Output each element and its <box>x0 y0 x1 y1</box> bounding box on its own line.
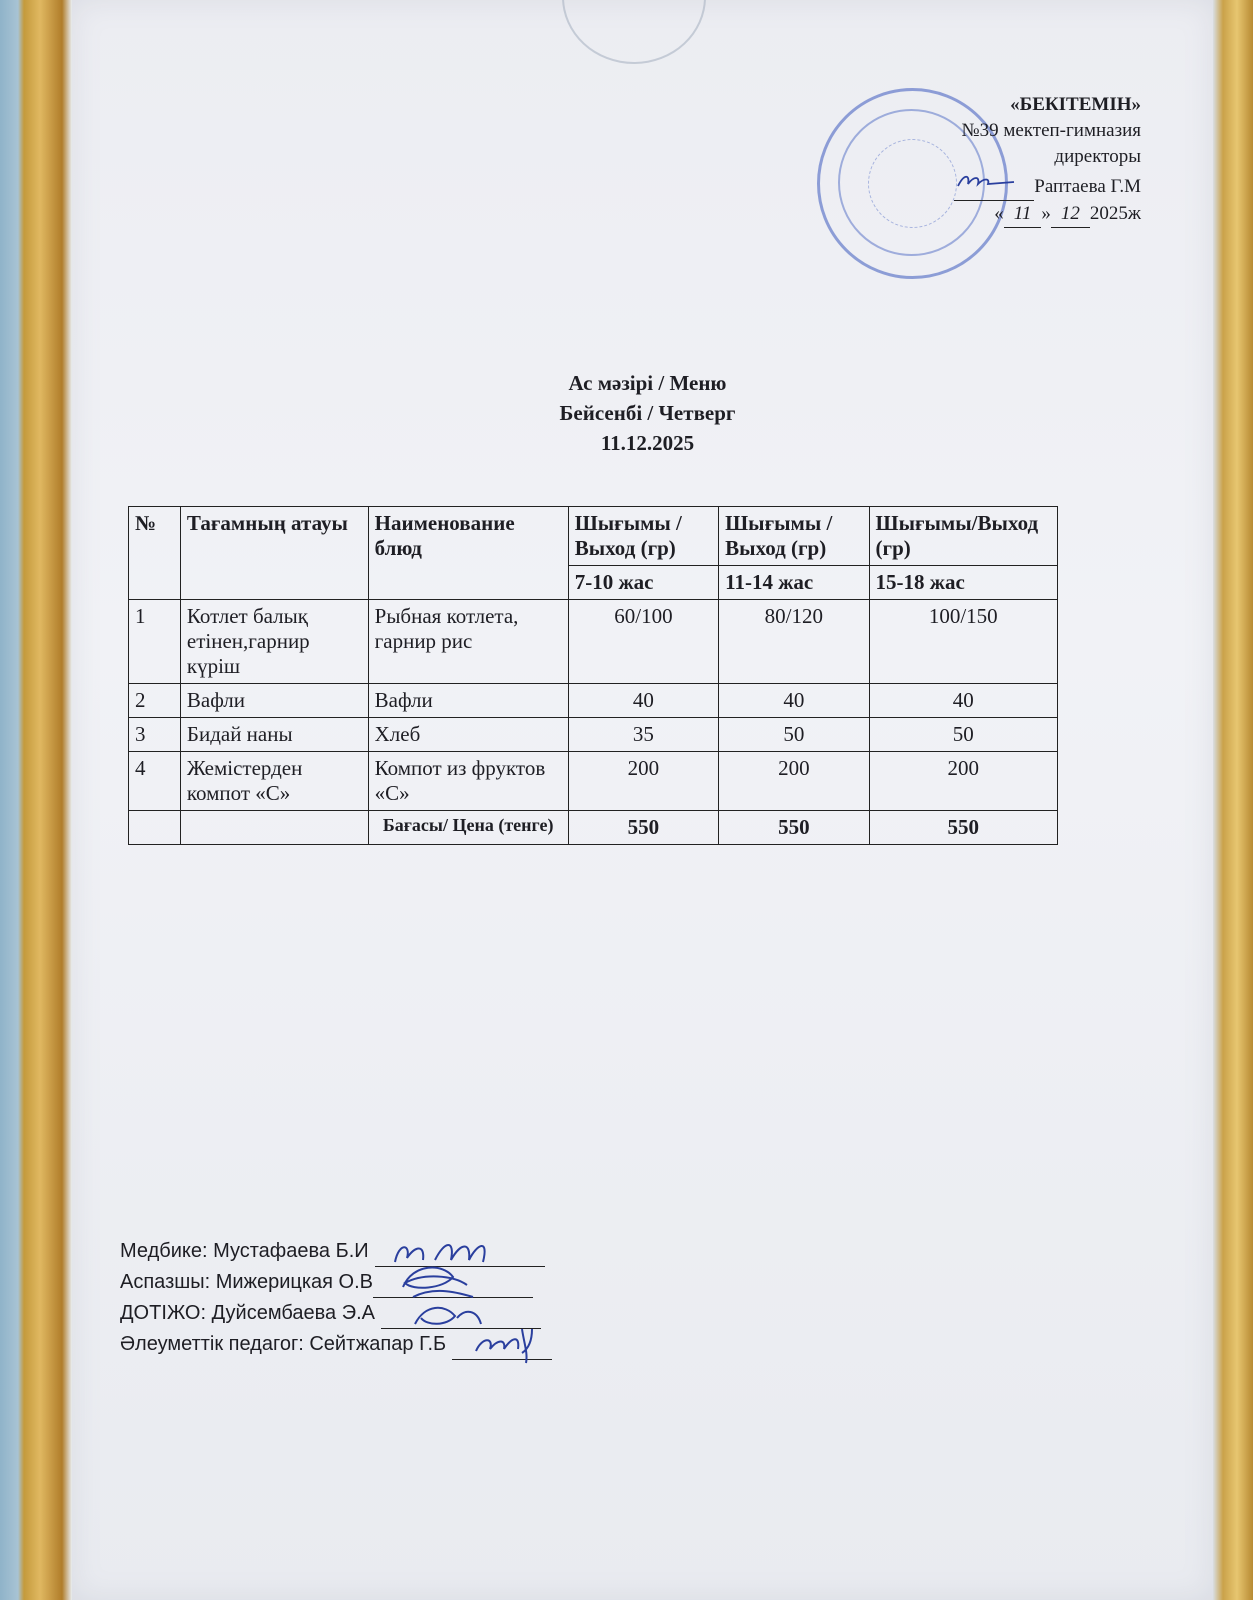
row-output-3: 50 <box>869 718 1057 752</box>
table-header-row <box>129 507 1058 566</box>
menu-title-block <box>72 368 1213 458</box>
price-2: 550 <box>719 811 869 845</box>
menu-day: Бейсенбі / Четверг <box>559 401 736 425</box>
approval-date: « 11 » 12 2025ж <box>954 201 1141 228</box>
header-ru-name: Наименование блюд <box>368 507 568 600</box>
date-day: 11 <box>1004 201 1042 228</box>
row-ru-name: Хлеб <box>368 718 568 752</box>
row-no: 1 <box>129 600 181 684</box>
row-kz-name: Котлет балық етінен,гарнир күріш <box>180 600 368 684</box>
row-output-2: 40 <box>719 684 869 718</box>
row-output-2: 50 <box>719 718 869 752</box>
header-kz-name: Тағамның атауы <box>180 507 368 600</box>
header-output-1: Шығымы /Выход (гр) <box>568 507 718 566</box>
row-output-1: 60/100 <box>568 600 718 684</box>
signature-label: Әлеуметтік педагог: Сейтжапар Г.Б <box>120 1333 447 1355</box>
signature-label: Аспазшы: Мижерицкая О.В <box>120 1271 374 1293</box>
row-output-3: 200 <box>869 752 1057 811</box>
director-name: Раптаева Г.М <box>1034 176 1141 197</box>
table-row <box>129 684 1058 718</box>
menu-date: 11.12.2025 <box>600 431 695 455</box>
row-kz-name: Бидай наны <box>180 718 368 752</box>
row-no: 3 <box>129 718 181 752</box>
director-signature-row <box>954 170 1141 201</box>
signatures-block <box>120 1236 552 1360</box>
row-ru-name: Рыбная котлета, гарнир рис <box>368 600 568 684</box>
row-kz-name: Жемістерден компот «С» <box>180 752 368 811</box>
date-year: 2025ж <box>1089 203 1141 224</box>
approval-block <box>954 92 1141 228</box>
signature-line <box>452 1335 552 1360</box>
sleeve-notch <box>562 0 706 64</box>
header-age-3: 15-18 жас <box>869 566 1057 600</box>
school-name: №39 мектеп-гимназия <box>961 120 1141 141</box>
row-no: 2 <box>129 684 181 718</box>
menu-title: Ас мәзірі / Меню <box>568 371 727 395</box>
row-output-1: 40 <box>568 684 718 718</box>
menu-table <box>128 506 1058 845</box>
header-no: № <box>129 507 181 600</box>
date-month: 12 <box>1051 201 1090 228</box>
price-3: 550 <box>869 811 1057 845</box>
price-label: Бағасы/ Цена (тенге) <box>368 811 568 845</box>
row-output-2: 200 <box>719 752 869 811</box>
table-row <box>129 752 1058 811</box>
header-output-3: Шығымы/Выход (гр) <box>869 507 1057 566</box>
menu-document <box>72 0 1213 1600</box>
row-output-1: 35 <box>568 718 718 752</box>
director-title: директоры <box>1054 146 1141 167</box>
header-age-1: 7-10 жас <box>568 566 718 600</box>
row-kz-name: Вафли <box>180 684 368 718</box>
signature-row-social-pedagogue <box>120 1329 552 1360</box>
signature-label: ДОТІЖО: Дуйсембаева Э.А <box>120 1302 375 1324</box>
frame-right-border <box>1213 0 1253 1600</box>
price-1: 550 <box>568 811 718 845</box>
row-ru-name: Вафли <box>368 684 568 718</box>
row-ru-name: Компот из фруктов «С» <box>368 752 568 811</box>
signature-label: Медбике: Мустафаева Б.И <box>120 1240 369 1262</box>
header-age-2: 11-14 жас <box>719 566 869 600</box>
director-signature <box>954 170 1034 201</box>
header-output-2: Шығымы /Выход (гр) <box>719 507 869 566</box>
row-output-1: 200 <box>568 752 718 811</box>
row-output-3: 100/150 <box>869 600 1057 684</box>
row-no: 4 <box>129 752 181 811</box>
row-output-3: 40 <box>869 684 1057 718</box>
row-output-2: 80/120 <box>719 600 869 684</box>
table-row <box>129 718 1058 752</box>
price-row <box>129 811 1058 845</box>
table-row <box>129 600 1058 684</box>
approval-heading: «БЕКІТЕМІН» <box>1010 94 1141 115</box>
